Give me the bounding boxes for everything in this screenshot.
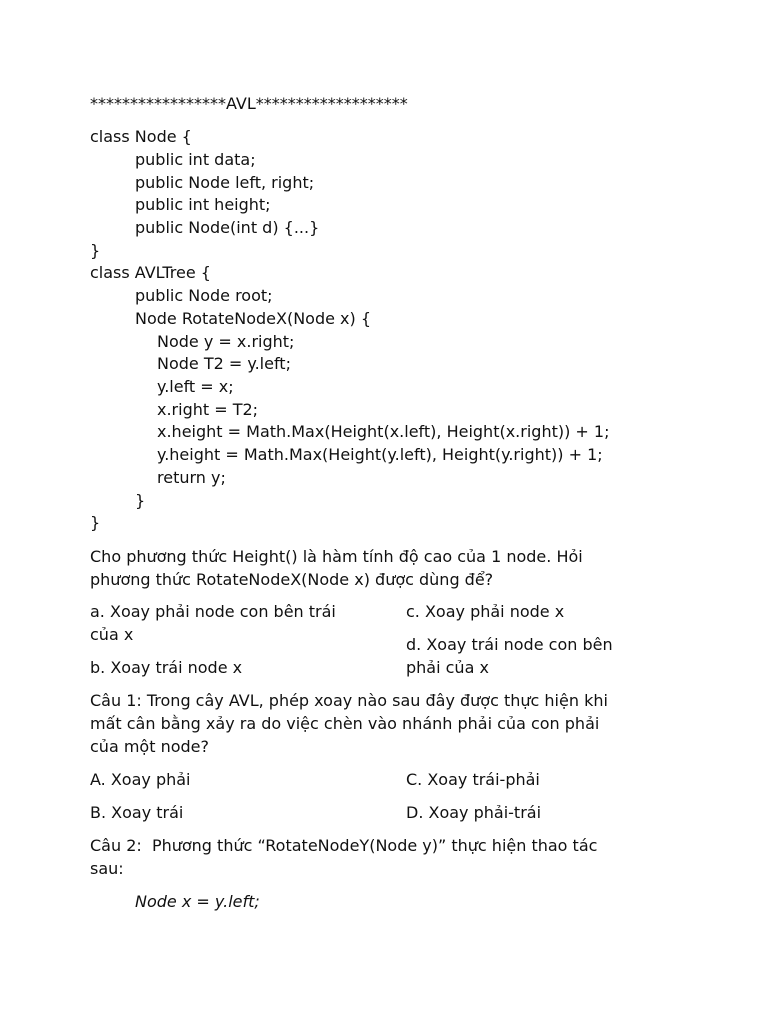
code-line: public Node(int d) {...} — [135, 218, 320, 237]
code-line: y.height = Math.Max(Height(y.left), Height(y.right)) + 1; — [157, 445, 603, 464]
code-line: public int height; — [135, 195, 271, 214]
question-text: mất cân bằng xảy ra do việc chèn vào nhánh phải của con phải — [90, 714, 600, 733]
answer-c: C. Xoay trái-phải — [406, 770, 540, 789]
code-line: Node RotateNodeX(Node x) { — [135, 309, 372, 328]
code-line: public Node left, right; — [135, 173, 315, 192]
code-line: y.left = x; — [157, 377, 234, 396]
answer-b: b. Xoay trái node x — [90, 658, 243, 677]
code-line: } — [90, 513, 101, 532]
answer-a: của x — [90, 625, 134, 644]
answer-d: D. Xoay phải-trái — [406, 803, 542, 822]
code-line: } — [135, 491, 146, 510]
code-line: public Node root; — [135, 286, 273, 305]
answer-d: phải của x — [406, 658, 489, 677]
code-line: Node x = y.left; — [135, 892, 260, 911]
code-line: class Node { — [90, 127, 192, 146]
answer-a: A. Xoay phải — [90, 770, 191, 789]
code-line: Node y = x.right; — [157, 332, 295, 351]
question-text: phương thức RotateNodeX(Node x) được dùng để? — [90, 570, 494, 589]
code-line: } — [90, 241, 101, 260]
answer-a: a. Xoay phải node con bên trái — [90, 602, 336, 621]
code-line: Node T2 = y.left; — [157, 354, 291, 373]
question-text: sau: — [90, 859, 124, 878]
code-line: x.height = Math.Max(Height(x.left), Height(x.right)) + 1; — [157, 422, 610, 441]
code-line: return y; — [157, 468, 226, 487]
section-header: *****************AVL******************* — [90, 94, 408, 113]
code-line: public int data; — [135, 150, 256, 169]
answer-d: d. Xoay trái node con bên — [406, 635, 613, 654]
code-line: x.right = T2; — [157, 400, 259, 419]
question-text: của một node? — [90, 737, 209, 756]
question-text: Câu 1: Trong cây AVL, phép xoay nào sau đây được thực hiện khi — [90, 691, 608, 710]
code-line: class AVLTree { — [90, 263, 211, 282]
question-text: Câu 2: Phương thức “RotateNodeY(Node y)” thực hiện thao tác — [90, 836, 598, 855]
answer-c: c. Xoay phải node x — [406, 602, 565, 621]
answer-b: B. Xoay trái — [90, 803, 184, 822]
question-text: Cho phương thức Height() là hàm tính độ cao của 1 node. Hỏi — [90, 547, 583, 566]
